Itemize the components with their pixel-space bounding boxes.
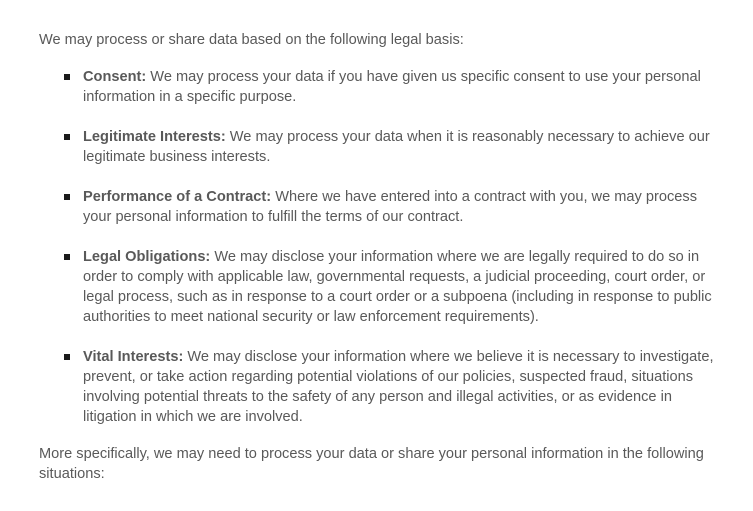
square-bullet-icon: [64, 254, 70, 260]
square-bullet-icon: [64, 74, 70, 80]
list-item-legal-obligations: [0, 247, 753, 327]
list-item-performance-of-contract: [0, 187, 753, 227]
list-item-vital-interests: [0, 347, 753, 427]
item-text: We may disclose your information where we believe it is necessary to investigate, prevent, or take action regarding potential violations of our policies, suspected fraud, situations involving potential threats to the safety of any person and illegal activities, or as evidence in litigation in which we are involved.: [83, 349, 714, 425]
square-bullet-icon: [64, 194, 70, 200]
legal-basis-list: [0, 67, 753, 447]
item-text: We may process your data when it is reasonably necessary to achieve our legitimate business interests.: [83, 129, 710, 165]
square-bullet-icon: [64, 134, 70, 140]
list-item-legitimate-interests: [0, 127, 753, 167]
item-term: Legitimate Interests:: [83, 129, 226, 145]
item-text: We may disclose your information where we are legally required to do so in order to comply with applicable law, governmental requests, a judicial proceeding, court order, or legal process, such as in response to a court order or a subpoena (including in response to public authorities to meet national security or law enforcement requirements).: [83, 249, 712, 325]
item-term: Vital Interests:: [83, 349, 184, 365]
item-text: Where we have entered into a contract with you, we may process your personal information to fulfill the terms of our contract.: [83, 189, 697, 225]
list-item-consent: [0, 67, 753, 107]
item-term: Legal Obligations:: [83, 249, 211, 265]
item-text: We may process your data if you have given us specific consent to use your personal information in a specific purpose.: [83, 69, 701, 105]
item-term: Consent:: [83, 69, 147, 85]
outro-paragraph: More specifically, we may need to process your data or share your personal information in the following situations:: [39, 446, 704, 482]
intro-paragraph: We may process or share data based on the following legal basis:: [39, 32, 464, 48]
item-term: Performance of a Contract:: [83, 189, 272, 205]
square-bullet-icon: [64, 354, 70, 360]
